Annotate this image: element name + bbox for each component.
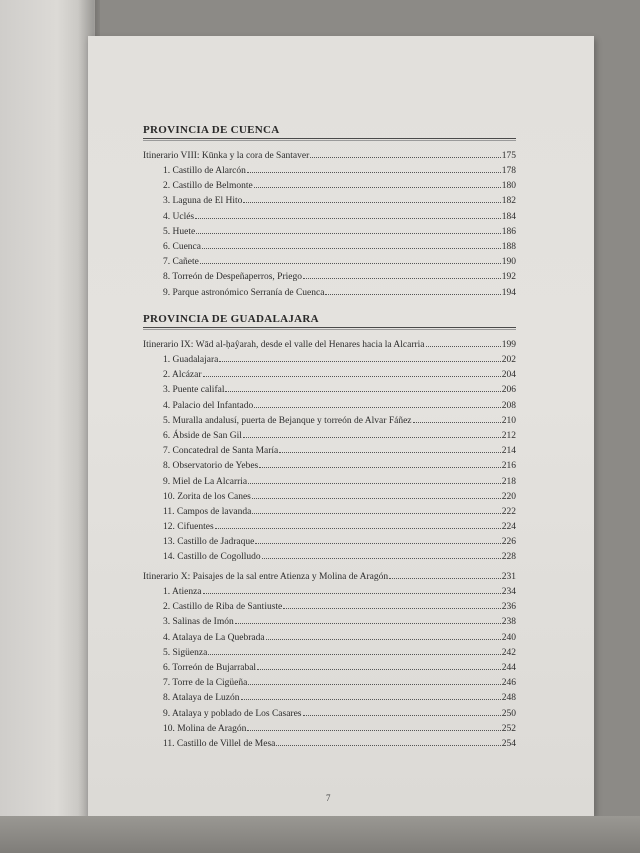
dot-leader bbox=[196, 233, 501, 234]
toc-entry bbox=[143, 661, 516, 676]
entry-title: 14. Castillo de Cogolludo bbox=[163, 552, 261, 563]
dot-leader bbox=[255, 543, 500, 544]
entry-title: 10. Molina de Aragón bbox=[163, 723, 247, 734]
toc-entry bbox=[143, 722, 516, 737]
itinerary-title: Itinerario IX: Wād al-ḥaŷarah, desde el valle del Henares hacia la Alcarria bbox=[143, 340, 425, 350]
entry-title: 5. Huete bbox=[163, 226, 196, 237]
entry-page: 194 bbox=[501, 287, 516, 298]
entry-title: 2. Alcázar bbox=[163, 370, 202, 381]
entry-title: 3. Puente califal bbox=[163, 385, 225, 396]
entry-page: 210 bbox=[501, 415, 516, 426]
entry-page: 216 bbox=[501, 461, 516, 472]
entry-page: 244 bbox=[501, 662, 516, 673]
dot-leader bbox=[254, 407, 501, 408]
entry-page: 248 bbox=[501, 693, 516, 704]
dot-leader bbox=[219, 361, 500, 362]
dot-leader bbox=[248, 483, 501, 484]
entry-page: 190 bbox=[501, 257, 516, 268]
section-itinerary-x bbox=[143, 570, 516, 752]
entry-title: 12. Cifuentes bbox=[163, 522, 214, 533]
dot-leader bbox=[241, 699, 501, 700]
itinerary-heading bbox=[143, 149, 516, 164]
dot-leader bbox=[325, 294, 500, 295]
entry-title: 11. Castillo de Villel de Mesa bbox=[163, 738, 276, 749]
toc-entry bbox=[143, 286, 516, 301]
dot-leader bbox=[243, 437, 501, 438]
section-rule-thin bbox=[143, 329, 516, 330]
toc-entry bbox=[143, 399, 516, 414]
dot-leader bbox=[225, 391, 500, 392]
entry-page: 206 bbox=[501, 385, 516, 396]
entry-title: 1. Atienza bbox=[163, 587, 202, 597]
dot-leader bbox=[247, 730, 500, 731]
toc-entry bbox=[143, 550, 516, 565]
toc-entry bbox=[143, 353, 516, 368]
toc-entry bbox=[143, 255, 516, 270]
entry-page: 254 bbox=[501, 738, 516, 749]
dot-leader bbox=[203, 593, 501, 594]
dot-leader bbox=[202, 248, 501, 249]
dot-leader bbox=[283, 608, 500, 609]
entry-title: 3. Salinas de Imón bbox=[163, 617, 234, 628]
entry-title: 3. Laguna de El Hito bbox=[163, 196, 243, 207]
dot-leader bbox=[215, 528, 501, 529]
itinerary-title: Itinerario VIII: Kūnka y la cora de Santaver bbox=[143, 151, 310, 161]
entry-title: 7. Concatedral de Santa María bbox=[163, 446, 279, 457]
page-number: 7 bbox=[326, 793, 331, 803]
toc-entry bbox=[143, 600, 516, 615]
entry-title: 6. Cuenca bbox=[163, 241, 201, 252]
entry-list bbox=[143, 353, 516, 566]
dot-leader bbox=[235, 623, 501, 624]
entry-title: 4. Palacio del Infantado bbox=[163, 400, 254, 411]
entry-page: 192 bbox=[501, 272, 516, 283]
entry-page: 234 bbox=[501, 587, 516, 597]
entry-page: 226 bbox=[501, 537, 516, 548]
toc-entry bbox=[143, 225, 516, 240]
toc-entry bbox=[143, 691, 516, 706]
entry-page: 220 bbox=[501, 491, 516, 502]
entry-page: 214 bbox=[501, 446, 516, 457]
entry-page: 252 bbox=[501, 723, 516, 734]
toc-entry bbox=[143, 631, 516, 646]
section-rule bbox=[143, 327, 516, 328]
section-title: PROVINCIA DE CUENCA bbox=[143, 124, 280, 136]
toc-entry bbox=[143, 490, 516, 505]
itinerary-page: 199 bbox=[501, 340, 516, 350]
entry-title: 2. Castillo de Belmonte bbox=[163, 181, 253, 192]
toc-entry bbox=[143, 585, 516, 600]
dot-leader bbox=[303, 278, 501, 279]
entry-title: 8. Torreón de Despeñaperros, Priego bbox=[163, 272, 302, 283]
itinerary-page: 175 bbox=[501, 151, 516, 161]
entry-page: 224 bbox=[501, 522, 516, 533]
entry-title: 13. Castillo de Jadraque bbox=[163, 537, 255, 548]
entry-title: 11. Campos de lavanda bbox=[163, 506, 252, 517]
entry-title: 6. Ábside de San Gil bbox=[163, 430, 242, 441]
itinerary-title: Itinerario X: Paisajes de la sal entre Atienza y Molina de Aragón bbox=[143, 572, 389, 582]
entry-title: 6. Torreón de Bujarrabal bbox=[163, 662, 257, 673]
entry-page: 240 bbox=[501, 632, 516, 643]
entry-title: 5. Sigüenza bbox=[163, 647, 208, 658]
entry-page: 228 bbox=[501, 552, 516, 563]
entry-list bbox=[143, 585, 516, 752]
entry-page: 212 bbox=[501, 430, 516, 441]
table-surface bbox=[0, 816, 640, 853]
dot-leader bbox=[389, 578, 501, 579]
toc-entry bbox=[143, 383, 516, 398]
entry-title: 9. Atalaya y poblado de Los Casares bbox=[163, 708, 302, 719]
entry-page: 242 bbox=[501, 647, 516, 658]
dot-leader bbox=[243, 202, 500, 203]
toc-entry bbox=[143, 270, 516, 285]
toc-entry bbox=[143, 505, 516, 520]
dot-leader bbox=[426, 346, 501, 347]
section-title: PROVINCIA DE GUADALAJARA bbox=[143, 313, 319, 325]
dot-leader bbox=[208, 654, 500, 655]
dot-leader bbox=[413, 422, 501, 423]
entry-list bbox=[143, 164, 516, 301]
dot-leader bbox=[195, 218, 501, 219]
entry-title: 7. Cañete bbox=[163, 257, 199, 268]
dot-leader bbox=[262, 558, 501, 559]
toc-entry bbox=[143, 707, 516, 722]
entry-title: 4. Atalaya de La Quebrada bbox=[163, 632, 265, 643]
toc-entry bbox=[143, 194, 516, 209]
entry-title: 9. Miel de La Alcarria bbox=[163, 476, 248, 487]
dot-leader bbox=[252, 498, 501, 499]
toc-entry bbox=[143, 414, 516, 429]
toc-entry bbox=[143, 240, 516, 255]
dot-leader bbox=[248, 684, 500, 685]
entry-page: 246 bbox=[501, 678, 516, 689]
entry-page: 222 bbox=[501, 506, 516, 517]
toc-entry bbox=[143, 429, 516, 444]
section-rule-thin bbox=[143, 140, 516, 141]
entry-page: 186 bbox=[501, 226, 516, 237]
toc-entry bbox=[143, 676, 516, 691]
entry-title: 1. Castillo de Alarcón bbox=[163, 166, 246, 176]
toc-entry bbox=[143, 737, 516, 752]
section-cuenca bbox=[143, 122, 516, 301]
toc-entry bbox=[143, 444, 516, 459]
dot-leader bbox=[203, 376, 501, 377]
dot-leader bbox=[266, 639, 501, 640]
entry-page: 236 bbox=[501, 602, 516, 613]
entry-title: 8. Atalaya de Luzón bbox=[163, 693, 240, 704]
entry-title: 1. Guadalajara bbox=[163, 355, 219, 365]
entry-title: 10. Zorita de los Canes bbox=[163, 491, 251, 502]
itinerary-page: 231 bbox=[501, 572, 516, 582]
entry-title: 8. Observatorio de Yebes bbox=[163, 461, 259, 472]
entry-page: 178 bbox=[501, 166, 516, 176]
dot-leader bbox=[259, 467, 500, 468]
entry-page: 202 bbox=[501, 355, 516, 365]
toc-entry bbox=[143, 459, 516, 474]
entry-page: 208 bbox=[501, 400, 516, 411]
itinerary-heading bbox=[143, 338, 516, 353]
entry-page: 180 bbox=[501, 181, 516, 192]
entry-page: 218 bbox=[501, 476, 516, 487]
entry-page: 238 bbox=[501, 617, 516, 628]
toc-entry bbox=[143, 179, 516, 194]
toc-entry bbox=[143, 368, 516, 383]
toc-entry bbox=[143, 210, 516, 225]
dot-leader bbox=[257, 669, 501, 670]
toc-entry bbox=[143, 615, 516, 630]
entry-title: 4. Uclés bbox=[163, 211, 195, 222]
toc-entry bbox=[143, 520, 516, 535]
dot-leader bbox=[303, 715, 501, 716]
itinerary-heading bbox=[143, 570, 516, 585]
dot-leader bbox=[252, 513, 500, 514]
entry-title: 2. Castillo de Riba de Santiuste bbox=[163, 602, 283, 613]
entry-title: 5. Muralla andalusí, puerta de Bejanque y torreón de Alvar Fáñez bbox=[163, 415, 412, 426]
section-guadalajara bbox=[143, 311, 516, 566]
entry-title: 9. Parque astronómico Serranía de Cuenca bbox=[163, 287, 325, 298]
dot-leader bbox=[276, 745, 500, 746]
toc-entry bbox=[143, 535, 516, 550]
dot-leader bbox=[279, 452, 500, 453]
entry-page: 250 bbox=[501, 708, 516, 719]
entry-title: 7. Torre de la Cigüeña bbox=[163, 678, 248, 689]
entry-page: 204 bbox=[501, 370, 516, 381]
toc-entry bbox=[143, 164, 516, 179]
entry-page: 184 bbox=[501, 211, 516, 222]
dot-leader bbox=[310, 157, 500, 158]
toc-entry bbox=[143, 475, 516, 490]
entry-page: 182 bbox=[501, 196, 516, 207]
toc-entry bbox=[143, 646, 516, 661]
entry-page: 188 bbox=[501, 241, 516, 252]
section-rule bbox=[143, 138, 516, 139]
dot-leader bbox=[200, 263, 501, 264]
dot-leader bbox=[247, 172, 501, 173]
dot-leader bbox=[254, 187, 501, 188]
